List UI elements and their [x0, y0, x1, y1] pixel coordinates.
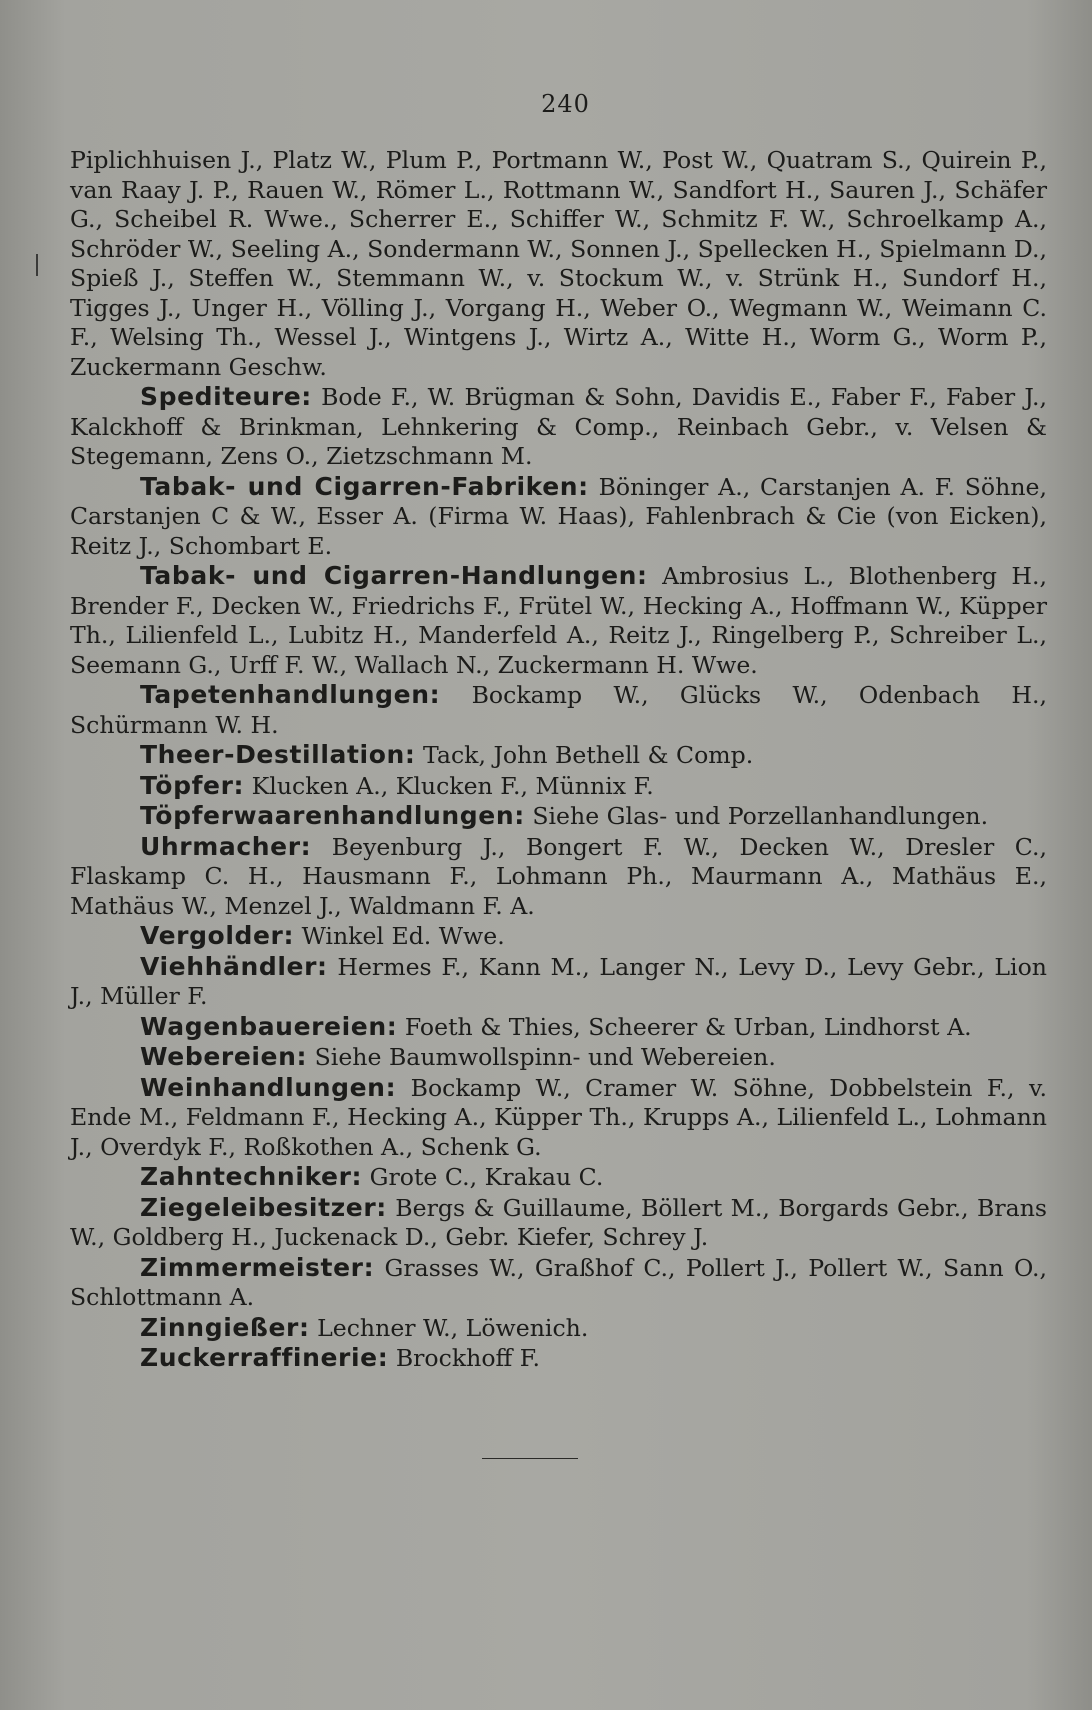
category-listing: Bergs & Guillaume, Böllert M., Borgards Gebr., Brans W., Goldberg H., Juckenack D., Gebr. Kiefer, Schrey J.	[70, 1193, 1047, 1251]
category-heading: Ziegeleibesitzer:	[140, 1192, 387, 1222]
page-number: 240	[541, 90, 590, 118]
category-entry	[70, 952, 1047, 1012]
category-heading: Tabak- und Cigarren-Handlungen:	[140, 561, 648, 590]
category-listing: Bode F., W. Brügman & Sohn, Davidis E., Faber F., Faber J., Kalckhoff & Brinkman, Lehnkering & Comp., Reinbach Gebr., v. Velsen & Stegemann, Zens O., Zietzschmann M.	[70, 383, 1047, 470]
category-heading: Zinngießer:	[140, 1312, 310, 1342]
category-heading: Webereien:	[140, 1042, 308, 1071]
category-listing: Bockamp W., Cramer W. Söhne, Dobbelstein F., v. Ende M., Feldmann F., Hecking A., Küpper Th., Krupps A., Lilienfeld L., Lohmann J., Overdyk F., Roßkothen A., Schenk G.	[70, 1073, 1047, 1161]
category-entry	[70, 561, 1047, 680]
category-entry	[70, 1343, 1047, 1374]
category-heading: Tabak- und Cigarren-Fabriken:	[140, 471, 589, 501]
category-listing: Ambrosius L., Blothenberg H., Brender F., Decken W., Friedrichs F., Frütel W., Hecking A., Hoffmann W., Küpper Th., Lilienfeld L., Lubitz H., Manderfeld A., Reitz J., Ringelberg P., Schreiber L., Seemann G., Urff F. W., Wallach N., Zuckermann H. Wwe.	[70, 562, 1048, 679]
category-listing: Grote C., Krakau C.	[369, 1163, 604, 1191]
category-heading: Töpferwaarenhandlungen:	[140, 801, 525, 830]
category-listing: Foeth & Thies, Scheerer & Urban, Lindhorst A.	[404, 1012, 972, 1041]
category-listing: Bockamp W., Glücks W., Odenbach H., Schürmann W. H.	[70, 681, 1047, 739]
category-entry	[70, 1073, 1047, 1163]
category-entry	[70, 1042, 1047, 1073]
category-heading: Vergolder:	[140, 921, 295, 950]
category-listing: Siehe Baumwollspinn- und Webereien.	[314, 1043, 776, 1071]
category-entry	[70, 740, 1047, 771]
category-listing: Klucken A., Klucken F., Münnix F.	[251, 771, 654, 800]
category-listing: Siehe Glas- und Porzellanhandlungen.	[532, 802, 989, 830]
category-entry	[70, 921, 1047, 952]
category-entry	[70, 680, 1047, 740]
category-listing: Lechner W., Löwenich.	[317, 1313, 589, 1342]
category-entry	[70, 382, 1047, 472]
category-heading: Uhrmacher:	[140, 831, 312, 861]
category-heading: Spediteure:	[140, 382, 312, 411]
category-heading: Töpfer:	[140, 770, 245, 800]
category-entries	[70, 382, 1047, 1374]
category-heading: Tapetenhandlungen:	[140, 680, 441, 709]
category-entry	[70, 1012, 1047, 1043]
category-entry	[70, 1193, 1047, 1253]
category-listing: Tack, John Bethell & Comp.	[422, 741, 754, 769]
category-listing: Winkel Ed. Wwe.	[301, 922, 505, 950]
category-heading: Weinhandlungen:	[140, 1072, 397, 1102]
directory-text	[70, 146, 1047, 1374]
category-heading: Viehhändler:	[140, 951, 328, 981]
category-listing: Grasses W., Graßhof C., Pollert J., Pollert W., Sann O., Schlottmann A.	[70, 1253, 1047, 1311]
category-listing: Brockhoff F.	[395, 1344, 541, 1372]
category-heading: Wagenbauereien:	[140, 1011, 398, 1041]
category-entry	[70, 832, 1047, 922]
margin-mark	[36, 254, 38, 276]
category-heading: Zimmermeister:	[140, 1252, 375, 1282]
category-entry	[70, 801, 1047, 832]
category-entry	[70, 1162, 1047, 1193]
category-entry	[70, 771, 1047, 802]
category-entry	[70, 472, 1047, 562]
category-entry	[70, 1313, 1047, 1344]
category-entry	[70, 1253, 1047, 1313]
category-listing: Beyenburg J., Bongert F. W., Decken W., Dresler C., Flaskamp C. H., Hausmann F., Lohmann Ph., Maurmann A., Mathäus E., Mathäus W., Menzel J., Waldmann F. A.	[70, 832, 1047, 920]
category-listing: Böninger A., Carstanjen A. F. Söhne, Carstanjen C & W., Esser A. (Firma W. Haas), Fahlenbrach & Cie (von Eicken), Reitz J., Schombart E.	[70, 472, 1047, 560]
category-listing: Hermes F., Kann M., Langer N., Levy D., Levy Gebr., Lion J., Müller F.	[70, 952, 1047, 1010]
category-heading: Zuckerraffinerie:	[140, 1343, 389, 1372]
intro-paragraph: Piplichhuisen J., Platz W., Plum P., Portmann W., Post W., Quatram S., Quirein P., van Raay J. P., Rauen W., Römer L., Rottmann W., Sandfort H., Sauren J., Schäfer G., Scheibel R. Wwe., Scherrer E., Schiffer W., Schmitz F. W., Schroelkamp A., Schröder W., Seeling A., Sondermann W., Sonnen J., Spellecken H., Spielmann D., Spieß J., Steffen W., Stemmann W., v. Stockum W., v. Strünk H., Sundorf H., Tigges J., Unger H., Völling J., Vorgang H., Weber O., Wegmann W., Weimann C. F., Welsing Th., Wessel J., Wintgens J., Wirtz A., Witte H., Worm G., Worm P., Zuckermann Geschw.	[70, 146, 1047, 381]
end-rule	[482, 1458, 578, 1459]
category-heading: Theer-Destillation:	[140, 740, 416, 769]
category-heading: Zahntechniker:	[140, 1162, 363, 1191]
